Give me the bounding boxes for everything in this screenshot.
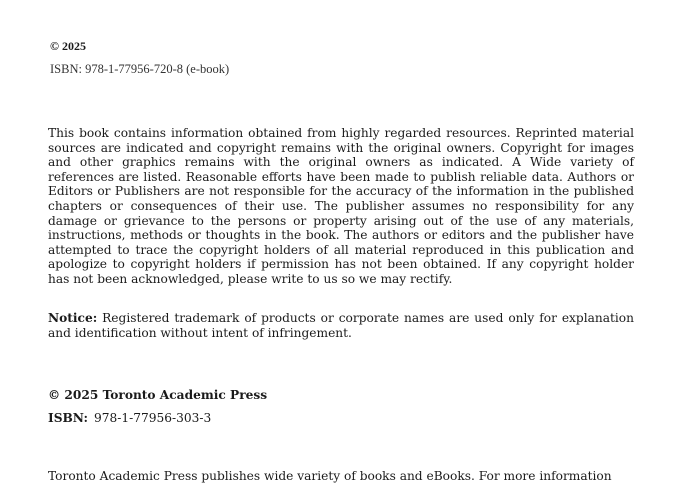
notice-label: Notice: [48,311,98,325]
ebook-copyright: © 2025 [50,39,86,53]
notice-paragraph [48,311,634,340]
publisher-isbn [48,411,211,426]
disclaimer-paragraph: This book contains information obtained from highly regarded resources. Reprinted material sources are indicated and copyright remains with the original owners. Copyright for images and other graphics remains with the original owners as indicated. A Wide variety of references are listed. Reasonable efforts have been made to publish reliable data. Authors or Editors or Publishers are not responsible for the accuracy of the information in the published chapters or consequences of their use. The publisher assumes no responsibility for any damage or grievance to the persons or property arising out of the use of any materials, instructions, methods or thoughts in the book. The authors or editors and the publisher have attempted to trace the copyright holders of all material reproduced in this publication and apologize to copyright holders if permission has not been obtained. If any copyright holder has not been acknowledged, please write to us so we may rectify. [48,126,634,286]
isbn-label: ISBN: [48,411,89,425]
ebook-isbn: ISBN: 978-1-77956-720-8 (e-book) [50,62,230,76]
publisher-info-paragraph: Toronto Academic Press publishes wide variety of books and eBooks. For more information [48,469,612,483]
notice-text: Registered trademark of products or corporate names are used only for explanation and identification without intent of infringement. [48,311,634,340]
isbn-value: 978-1-77956-303-3 [94,411,212,425]
publisher-copyright: © 2025 Toronto Academic Press [48,388,268,402]
